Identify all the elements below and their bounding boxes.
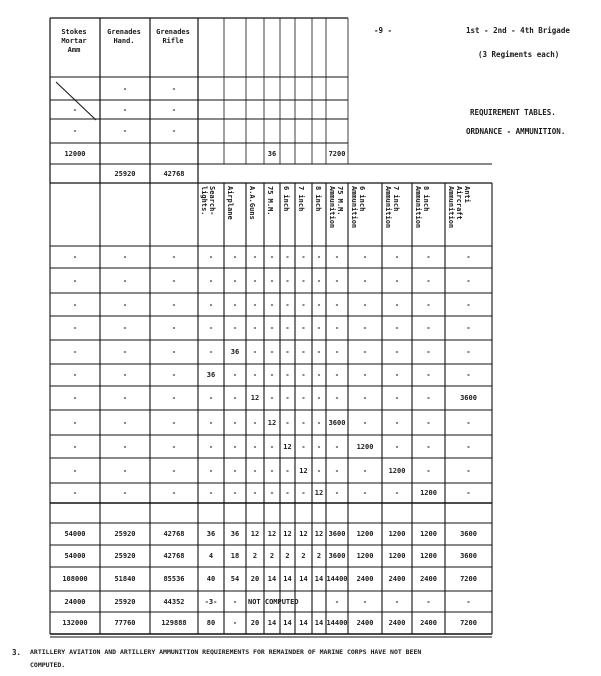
vertical-header-8: 75 M.M. Ammunition	[328, 186, 344, 229]
body-row-cell: -	[171, 418, 177, 427]
total-row-cell: 40	[206, 575, 216, 583]
page-number: -9 -	[374, 26, 393, 35]
total-row-cell: 44352	[163, 597, 185, 606]
body-row-cell: -	[171, 253, 177, 261]
body-row-cell: -	[208, 442, 214, 451]
total-row-cell: 14	[283, 619, 292, 627]
body-row-cell: -	[466, 348, 471, 356]
total-row-cell: 14	[267, 619, 277, 627]
top-row-cell: -	[72, 127, 78, 135]
body-row-cell: -	[301, 394, 306, 402]
body-row-cell: -	[122, 418, 128, 427]
body-row-cell: -	[301, 489, 306, 497]
body-row-cell: -	[285, 300, 290, 309]
body-row-cell: -	[122, 466, 128, 475]
body-row-cell: -	[208, 300, 214, 309]
body-row-cell: 36	[206, 371, 216, 379]
top-row-cell: -	[122, 127, 128, 135]
body-row-cell: -	[426, 442, 431, 451]
body-row-cell: -	[426, 348, 431, 356]
vertical-header-2: Airplane	[226, 186, 234, 220]
body-row-cell: -	[316, 466, 322, 475]
body-row-cell: -	[171, 371, 177, 379]
body-row-cell: -	[394, 300, 400, 309]
body-row-cell: -	[362, 466, 368, 475]
body-row-cell: -	[232, 253, 238, 261]
total-row-cell: 1200	[356, 552, 374, 560]
body-row-cell: -	[426, 394, 431, 402]
body-row-cell: -	[208, 489, 214, 497]
regiments-note: (3 Regiments each)	[478, 50, 560, 59]
body-row-cell: -	[316, 276, 322, 285]
total-row-cell: -	[362, 597, 368, 606]
total-row-cell: 12	[283, 530, 292, 538]
body-row-cell: -	[316, 418, 322, 427]
total-row-cell: 2	[252, 552, 258, 560]
body-row-cell: -	[285, 466, 290, 475]
footnote-marker: 3.	[12, 648, 22, 657]
total-row-cell: 77760	[114, 619, 136, 627]
total-row-cell: 24000	[64, 597, 86, 606]
body-row-cell: -	[122, 324, 128, 332]
total-row-cell: -	[232, 597, 238, 606]
total-row-cell: 7200	[460, 619, 477, 627]
body-row-cell: -	[122, 371, 128, 379]
body-row-cell: -	[232, 466, 238, 475]
total-row-cell: 85536	[163, 575, 185, 583]
total-row-cell: 36	[206, 530, 216, 538]
total-row-cell: -	[394, 597, 400, 606]
body-row-cell: -	[316, 348, 322, 356]
body-row-cell: -	[285, 371, 290, 379]
header-stokes-mortar: Stokes Mortar Amm	[61, 28, 87, 54]
total-row-cell: 20	[250, 619, 260, 627]
body-row-cell: -	[171, 300, 177, 309]
total-row-cell: 80	[206, 619, 216, 627]
top-row-cell: -	[171, 105, 177, 114]
total-row-cell: 25920	[114, 530, 136, 538]
body-row-cell: -	[426, 300, 431, 309]
body-row-cell: -	[208, 276, 214, 285]
top-row-cell: -	[171, 127, 177, 135]
body-row-cell: -	[171, 348, 177, 356]
body-row-cell: -	[362, 418, 368, 427]
top-row-cell: 42768	[163, 169, 185, 178]
body-row-cell: -	[252, 324, 258, 332]
vertical-header-12: Anti Aircraft Ammunition	[447, 186, 471, 229]
body-row-cell: -	[394, 276, 400, 285]
body-row-cell: -	[252, 489, 258, 497]
body-row-cell: -	[72, 466, 78, 475]
body-row-cell: -	[334, 324, 340, 332]
total-row-cell: 129888	[161, 619, 187, 627]
total-row-cell: -	[466, 597, 471, 606]
body-row-cell: -	[269, 324, 275, 332]
body-row-cell: -	[362, 394, 368, 402]
body-row-cell: -	[316, 253, 322, 261]
body-row-cell: -	[466, 300, 471, 309]
body-row-cell: -	[394, 348, 400, 356]
body-row-cell: -	[301, 300, 306, 309]
total-row-cell: 12	[314, 530, 324, 538]
body-row-cell: -	[426, 371, 431, 379]
table-title: REQUIREMENT TABLES.	[470, 108, 556, 117]
body-row-cell: -	[269, 489, 275, 497]
body-row-cell: -	[72, 394, 78, 402]
top-extra-cell: 7200	[328, 149, 346, 158]
body-row-cell: -	[122, 442, 128, 451]
body-row-cell: -	[334, 348, 340, 356]
body-row-cell: 3600	[460, 394, 477, 402]
total-row-cell: 3600	[328, 530, 346, 538]
vertical-header-9: 6 inch Ammunition	[350, 186, 366, 229]
body-row-cell: -	[426, 466, 431, 475]
vertical-header-6: 7 inch	[297, 186, 305, 212]
total-row-cell: 2400	[356, 619, 374, 627]
total-row-cell: 14	[314, 575, 324, 583]
footnote-line-2: COMPUTED.	[30, 661, 66, 669]
total-row-cell: 14	[299, 575, 308, 583]
total-row-cell: 3600	[460, 530, 477, 538]
total-row-cell: 2400	[388, 575, 406, 583]
body-row-cell: -	[466, 371, 471, 379]
body-row-cell: -	[362, 276, 368, 285]
body-row-cell: 3600	[328, 418, 346, 427]
total-row-cell: 14	[283, 575, 292, 583]
body-row-cell: -	[301, 324, 306, 332]
body-row-cell: -	[269, 348, 275, 356]
total-row-cell: 12	[299, 530, 308, 538]
body-row-cell: -	[232, 489, 238, 497]
total-row-cell: 1200	[388, 530, 406, 538]
body-row-cell: -	[316, 442, 322, 451]
body-row-cell: -	[334, 442, 340, 451]
body-row-cell: -	[269, 442, 275, 451]
body-row-cell: -	[466, 276, 471, 285]
body-row-cell: -	[72, 300, 78, 309]
body-row-cell: -	[122, 253, 128, 261]
total-row-cell: 3600	[460, 552, 477, 560]
body-row-cell: -	[171, 442, 177, 451]
body-row-cell: 12	[267, 418, 277, 427]
body-row-cell: 12	[314, 489, 324, 497]
body-row-cell: -	[466, 442, 471, 451]
body-row-cell: -	[269, 394, 275, 402]
body-row-cell: -	[208, 418, 214, 427]
total-row-cell: 12	[250, 530, 260, 538]
total-row-cell: 132000	[62, 619, 88, 627]
body-row-cell: -	[232, 324, 238, 332]
total-row-cell: 3600	[328, 552, 346, 560]
body-row-cell: 36	[230, 348, 240, 356]
body-row-cell: -	[171, 489, 177, 497]
body-row-cell: -	[72, 348, 78, 356]
body-row-cell: -	[171, 394, 177, 402]
body-row-cell: -	[394, 371, 400, 379]
top-row-cell: 25920	[114, 169, 136, 178]
total-row-cell: 36	[230, 530, 240, 538]
total-row-cell: 54000	[64, 530, 86, 538]
total-row-cell: 2	[269, 552, 275, 560]
top-row-cell: -	[122, 84, 128, 93]
total-row-cell: 14400	[326, 575, 348, 583]
body-row-cell: -	[466, 466, 471, 475]
body-row-cell: -	[301, 348, 306, 356]
body-row-cell: -	[232, 418, 238, 427]
top-row-cell: -	[122, 105, 128, 114]
total-row-cell: 42768	[163, 552, 185, 560]
top-extra-cell: 36	[267, 149, 277, 158]
body-row-cell: -	[285, 418, 290, 427]
body-row-cell: -	[466, 489, 471, 497]
body-row-cell: -	[208, 394, 214, 402]
body-row-cell: 1200	[388, 466, 406, 475]
body-row-cell: -	[269, 371, 275, 379]
total-row-cell: 1200	[420, 552, 437, 560]
total-row-cell: 7200	[460, 575, 477, 583]
brigade-heading: 1st - 2nd - 4th Brigade	[466, 26, 570, 35]
body-row-cell: -	[72, 371, 78, 379]
body-row-cell: -	[285, 489, 290, 497]
total-row-cell: 20	[250, 575, 260, 583]
total-row-cell: -	[426, 597, 431, 606]
body-row-cell: -	[285, 324, 290, 332]
body-row-cell: -	[252, 418, 258, 427]
body-row-cell: -	[208, 253, 214, 261]
body-row-cell: -	[269, 466, 275, 475]
body-row-cell: -	[269, 253, 275, 261]
body-row-cell: -	[232, 300, 238, 309]
total-row-cell: 2	[316, 552, 322, 560]
body-row-cell: 12	[250, 394, 260, 402]
body-row-cell: -	[466, 418, 471, 427]
body-row-cell: -	[334, 466, 340, 475]
body-row-cell: -	[301, 418, 306, 427]
body-row-cell: -	[208, 466, 214, 475]
not-computed-note: NOT COMPUTED	[248, 597, 299, 606]
body-row-cell: -	[285, 348, 290, 356]
body-row-cell: -	[362, 324, 368, 332]
body-row-cell: -	[334, 300, 340, 309]
body-row-cell: -	[72, 253, 78, 261]
body-row-cell: -	[252, 253, 258, 261]
footnote-line-1: ARTILLERY AVIATION AND ARTILLERY AMMUNITION REQUIREMENTS FOR REMAINDER OF MARINE CORPS HAVE NOT BEEN	[30, 648, 422, 656]
body-row-cell: -	[394, 394, 400, 402]
body-row-cell: 1200	[420, 489, 437, 497]
body-row-cell: -	[394, 324, 400, 332]
table-subtitle: ORDNANCE - AMMUNITION.	[466, 127, 566, 136]
top-row-cell: -	[171, 84, 177, 93]
body-row-cell: -	[171, 466, 177, 475]
body-row-cell: -	[252, 300, 258, 309]
body-row-cell: -	[285, 394, 290, 402]
body-row-cell: -	[232, 276, 238, 285]
body-row-cell: -	[362, 300, 368, 309]
total-row-cell: 2400	[420, 575, 437, 583]
vertical-header-3: A.A.Guns	[248, 186, 256, 220]
body-row-cell: 12	[299, 466, 308, 475]
body-row-cell: -	[301, 276, 306, 285]
body-row-cell: 12	[283, 442, 292, 451]
total-row-cell: 25920	[114, 597, 136, 606]
body-row-cell: -	[232, 442, 238, 451]
vertical-header-5: 6 inch	[282, 186, 290, 212]
total-row-cell: 1200	[388, 552, 406, 560]
total-row-cell: 1200	[420, 530, 437, 538]
body-row-cell: -	[252, 276, 258, 285]
vertical-header-10: 7 inch Ammunition	[384, 186, 400, 229]
body-row-cell: -	[334, 253, 340, 261]
total-row-cell: -	[232, 619, 238, 627]
body-row-cell: -	[72, 324, 78, 332]
body-row-cell: -	[252, 371, 258, 379]
total-row-cell: 2	[301, 552, 306, 560]
total-row-cell: 54	[230, 575, 240, 583]
total-row-cell: 25920	[114, 552, 136, 560]
body-row-cell: -	[426, 253, 431, 261]
body-row-cell: -	[466, 324, 471, 332]
body-row-cell: -	[232, 394, 238, 402]
total-row-cell: 42768	[163, 530, 185, 538]
body-row-cell: -	[334, 489, 340, 497]
total-row-cell: 1200	[356, 530, 374, 538]
body-row-cell: -	[316, 300, 322, 309]
total-row-cell: 14	[267, 575, 277, 583]
body-row-cell: -	[252, 348, 258, 356]
total-row-cell: 2400	[420, 619, 437, 627]
vertical-header-4: 75 M.M.	[266, 186, 274, 216]
vertical-header-7: 8 inch	[314, 186, 322, 212]
body-row-cell: -	[72, 489, 78, 497]
body-row-cell: -	[316, 394, 322, 402]
body-row-cell: -	[285, 276, 290, 285]
total-row-cell: 54000	[64, 552, 86, 560]
body-row-cell: -	[334, 394, 340, 402]
body-row-cell: -	[362, 371, 368, 379]
body-row-cell: -	[394, 418, 400, 427]
vertical-header-1: Search- lights.	[200, 186, 216, 216]
total-row-cell: 4	[208, 552, 214, 560]
body-row-cell: -	[362, 489, 368, 497]
body-row-cell: -	[394, 489, 400, 497]
body-row-cell: -	[269, 276, 275, 285]
body-row-cell: -	[122, 394, 128, 402]
total-row-cell: 108000	[62, 575, 88, 583]
body-row-cell: -	[122, 489, 128, 497]
total-row-cell: 14	[314, 619, 324, 627]
body-row-cell: -	[334, 371, 340, 379]
total-row-cell: -	[334, 597, 340, 606]
body-row-cell: -	[122, 300, 128, 309]
body-row-cell: -	[301, 253, 306, 261]
body-row-cell: -	[72, 418, 78, 427]
body-row-cell: -	[252, 442, 258, 451]
body-row-cell: -	[232, 371, 238, 379]
body-row-cell: -	[72, 276, 78, 285]
body-row-cell: -	[122, 276, 128, 285]
body-row-cell: -	[171, 324, 177, 332]
total-row-cell: -3-	[204, 597, 218, 606]
top-row-cell: 12000	[64, 149, 86, 158]
body-row-cell: -	[362, 253, 368, 261]
body-row-cell: -	[122, 348, 128, 356]
body-row-cell: -	[301, 442, 306, 451]
body-row-cell: -	[426, 324, 431, 332]
body-row-cell: -	[362, 348, 368, 356]
header-grenades-rifle: Grenades Rifle	[156, 28, 190, 45]
body-row-cell: -	[316, 371, 322, 379]
body-row-cell: -	[252, 466, 258, 475]
header-grenades-hand: Grenades Hand.	[107, 28, 141, 45]
total-row-cell: 2400	[356, 575, 374, 583]
total-row-cell: 2	[285, 552, 290, 560]
total-row-cell: 12	[267, 530, 277, 538]
body-row-cell: -	[334, 276, 340, 285]
vertical-header-11: 8 inch Ammunition	[414, 186, 430, 229]
total-row-cell: 18	[230, 552, 240, 560]
body-row-cell: -	[208, 324, 214, 332]
body-row-cell: -	[316, 324, 322, 332]
body-row-cell: -	[394, 253, 400, 261]
body-row-cell: -	[426, 276, 431, 285]
body-row-cell: -	[426, 418, 431, 427]
body-row-cell: -	[394, 442, 400, 451]
body-row-cell: -	[301, 371, 306, 379]
body-row-cell: -	[269, 300, 275, 309]
body-row-cell: 1200	[356, 442, 374, 451]
total-row-cell: 14	[299, 619, 308, 627]
body-row-cell: -	[72, 442, 78, 451]
body-row-cell: -	[208, 348, 214, 356]
body-row-cell: -	[171, 276, 177, 285]
body-row-cell: -	[285, 253, 290, 261]
body-row-cell: -	[466, 253, 471, 261]
total-row-cell: 51840	[114, 575, 136, 583]
total-row-cell: 2400	[388, 619, 406, 627]
top-row-cell: -	[72, 105, 78, 114]
total-row-cell: 14400	[326, 619, 348, 627]
